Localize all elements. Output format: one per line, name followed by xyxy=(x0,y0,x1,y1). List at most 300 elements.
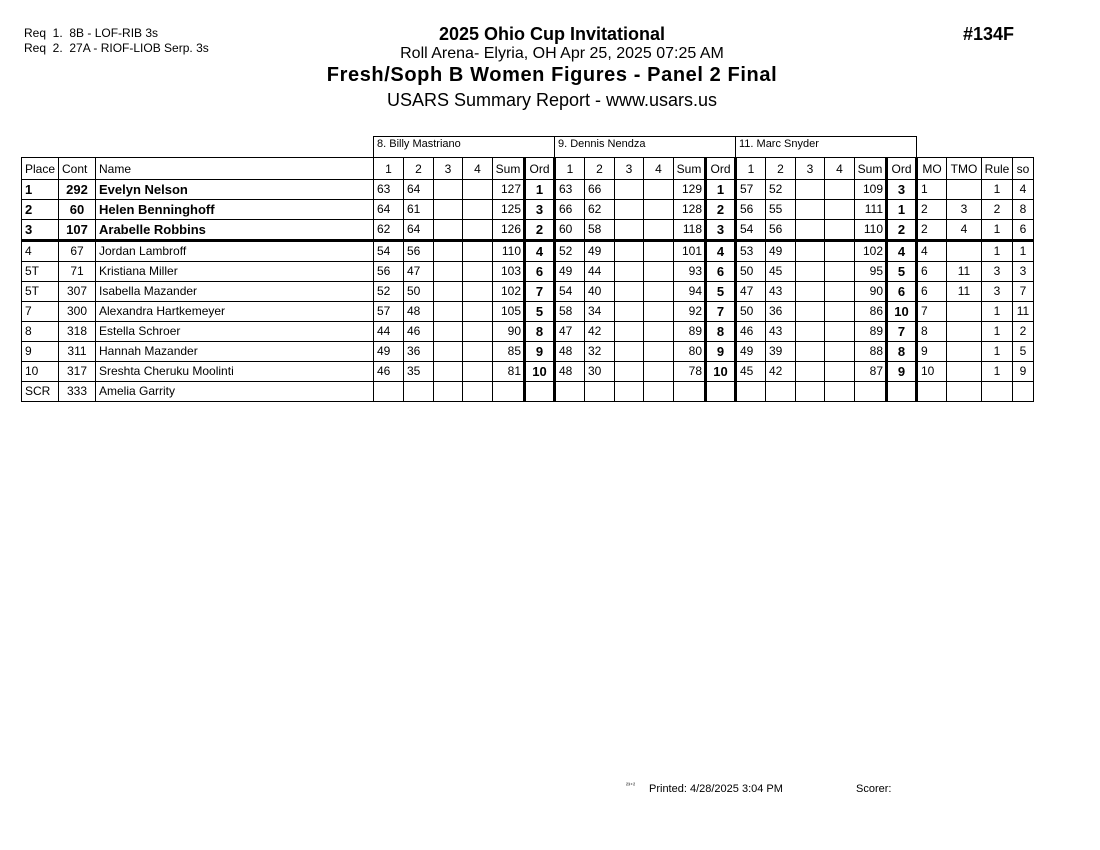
table-row xyxy=(22,262,1034,282)
cell-judge3-score1 xyxy=(736,382,766,402)
table-row xyxy=(22,241,1034,262)
col-mo: MO xyxy=(917,158,947,180)
cell-so xyxy=(1013,382,1034,402)
judge-2-name: 9. Dennis Nendza xyxy=(555,137,736,158)
cell-rule: 3 xyxy=(982,282,1013,302)
cell-rule: 3 xyxy=(982,262,1013,282)
cell-judge2-ord: 2 xyxy=(706,200,736,220)
col-so: so xyxy=(1013,158,1034,180)
cell-judge3-ord: 1 xyxy=(887,200,917,220)
cell-tmo xyxy=(947,382,982,402)
cell-judge1-score2: 64 xyxy=(404,180,434,200)
cell-so: 1 xyxy=(1013,241,1034,262)
event-title: Fresh/Soph B Women Figures - Panel 2 Final xyxy=(326,64,778,86)
cell-judge1-score4 xyxy=(463,220,493,241)
cell-mo: 2 xyxy=(917,200,947,220)
cell-judge2-sum: 93 xyxy=(674,262,706,282)
cell-judge1-score2: 36 xyxy=(404,342,434,362)
cell-name: Evelyn Nelson xyxy=(96,180,374,200)
cell-judge2-score2: 32 xyxy=(585,342,615,362)
cell-judge2-ord: 9 xyxy=(706,342,736,362)
cell-cont: 67 xyxy=(59,241,96,262)
cell-so: 3 xyxy=(1013,262,1034,282)
report-title: USARS Summary Report - www.usars.us xyxy=(386,90,718,110)
cell-judge2-score4 xyxy=(644,241,674,262)
judge-spacer xyxy=(22,137,374,158)
cell-judge3-sum: 90 xyxy=(855,282,887,302)
cell-judge1-sum: 81 xyxy=(493,362,525,382)
col-judge2-sum: Sum xyxy=(674,158,706,180)
cell-judge2-score4 xyxy=(644,282,674,302)
cell-so: 6 xyxy=(1013,220,1034,241)
cell-judge1-score4 xyxy=(463,282,493,302)
requirement-2: Req 2. 27A - RIOF-LIOB Serp. 3s xyxy=(24,41,209,55)
cell-judge1-ord: 3 xyxy=(525,200,555,220)
cell-judge1-score1: 62 xyxy=(374,220,404,241)
cell-judge1-ord: 7 xyxy=(525,282,555,302)
cell-judge1-sum: 127 xyxy=(493,180,525,200)
cell-judge1-score3 xyxy=(434,382,463,402)
cell-judge1-score4 xyxy=(463,322,493,342)
cell-judge1-score2: 35 xyxy=(404,362,434,382)
col-judge3-j4: 4 xyxy=(825,158,855,180)
cell-judge2-score4 xyxy=(644,382,674,402)
cell-judge2-sum xyxy=(674,382,706,402)
cell-judge2-sum: 129 xyxy=(674,180,706,200)
col-judge2-j1: 1 xyxy=(555,158,585,180)
cell-judge2-score2: 30 xyxy=(585,362,615,382)
cell-judge1-score4 xyxy=(463,180,493,200)
cell-judge1-score4 xyxy=(463,241,493,262)
cell-judge1-score3 xyxy=(434,322,463,342)
cell-judge2-ord: 7 xyxy=(706,302,736,322)
cell-judge1-score2: 46 xyxy=(404,322,434,342)
cell-judge3-sum: 87 xyxy=(855,362,887,382)
cell-judge1-ord: 5 xyxy=(525,302,555,322)
cell-judge3-sum: 102 xyxy=(855,241,887,262)
cell-judge3-ord: 9 xyxy=(887,362,917,382)
cell-so: 9 xyxy=(1013,362,1034,382)
cell-judge3-score4 xyxy=(825,382,855,402)
cell-rule xyxy=(982,382,1013,402)
event-number: #134F xyxy=(963,24,1015,44)
cell-judge2-ord: 4 xyxy=(706,241,736,262)
cell-judge1-score2: 61 xyxy=(404,200,434,220)
cell-judge3-score1: 57 xyxy=(736,180,766,200)
cell-judge1-score1: 54 xyxy=(374,241,404,262)
cell-judge3-ord: 10 xyxy=(887,302,917,322)
cell-judge2-score3 xyxy=(615,200,644,220)
cell-judge2-sum: 80 xyxy=(674,342,706,362)
cell-judge2-score3 xyxy=(615,302,644,322)
cell-judge3-score2 xyxy=(766,382,796,402)
cell-judge1-ord: 8 xyxy=(525,322,555,342)
cell-mo: 6 xyxy=(917,282,947,302)
cell-mo xyxy=(917,382,947,402)
cell-judge2-sum: 101 xyxy=(674,241,706,262)
cell-judge2-score2: 58 xyxy=(585,220,615,241)
cell-judge1-ord: 2 xyxy=(525,220,555,241)
cell-judge3-ord xyxy=(887,382,917,402)
cell-judge2-score1: 66 xyxy=(555,200,585,220)
cell-mo: 7 xyxy=(917,302,947,322)
cell-judge1-score4 xyxy=(463,200,493,220)
cell-cont: 71 xyxy=(59,262,96,282)
cell-judge3-sum: 89 xyxy=(855,322,887,342)
cell-judge1-score3 xyxy=(434,342,463,362)
cell-judge2-score4 xyxy=(644,342,674,362)
cell-judge2-ord: 6 xyxy=(706,262,736,282)
cell-judge1-ord: 1 xyxy=(525,180,555,200)
cell-rule: 1 xyxy=(982,220,1013,241)
cell-judge2-score1 xyxy=(555,382,585,402)
cell-place: SCR xyxy=(22,382,59,402)
cell-judge3-sum: 88 xyxy=(855,342,887,362)
cell-judge2-score4 xyxy=(644,220,674,241)
cell-so: 2 xyxy=(1013,322,1034,342)
cell-place: 1 xyxy=(22,180,59,200)
cell-judge2-score3 xyxy=(615,342,644,362)
cell-mo: 2 xyxy=(917,220,947,241)
cell-mo: 8 xyxy=(917,322,947,342)
cell-mo: 1 xyxy=(917,180,947,200)
venue-datetime: Roll Arena- Elyria, OH Apr 25, 2025 07:25 AM xyxy=(400,45,724,62)
cell-judge3-score2: 55 xyxy=(766,200,796,220)
cell-place: 5T xyxy=(22,282,59,302)
cell-rule: 1 xyxy=(982,342,1013,362)
cell-judge2-score1: 49 xyxy=(555,262,585,282)
cell-judge2-sum: 128 xyxy=(674,200,706,220)
cell-judge3-score1: 45 xyxy=(736,362,766,382)
cell-place: 2 xyxy=(22,200,59,220)
cell-cont: 107 xyxy=(59,220,96,241)
cell-judge1-sum xyxy=(493,382,525,402)
cell-judge3-score3 xyxy=(796,200,825,220)
cell-judge3-score2: 43 xyxy=(766,282,796,302)
cell-judge3-ord: 3 xyxy=(887,180,917,200)
cell-judge3-score3 xyxy=(796,342,825,362)
cell-judge2-sum: 118 xyxy=(674,220,706,241)
cell-judge2-sum: 78 xyxy=(674,362,706,382)
scorer-label: Scorer: xyxy=(856,783,892,795)
cell-judge2-score2: 49 xyxy=(585,241,615,262)
cell-so: 4 xyxy=(1013,180,1034,200)
cell-judge1-score3 xyxy=(434,302,463,322)
cell-judge1-score4 xyxy=(463,362,493,382)
cell-judge1-ord: 6 xyxy=(525,262,555,282)
cell-mo: 10 xyxy=(917,362,947,382)
cell-judge3-sum: 86 xyxy=(855,302,887,322)
table-row xyxy=(22,220,1034,241)
cell-name: Kristiana Miller xyxy=(96,262,374,282)
cell-judge1-score2: 47 xyxy=(404,262,434,282)
judge-3-name: 11. Marc Snyder xyxy=(736,137,917,158)
cell-judge1-score1: 44 xyxy=(374,322,404,342)
table-row xyxy=(22,382,1034,402)
cell-cont: 311 xyxy=(59,342,96,362)
cell-judge1-score3 xyxy=(434,362,463,382)
col-judge2-j4: 4 xyxy=(644,158,674,180)
cell-judge3-score1: 50 xyxy=(736,302,766,322)
col-judge3-j2: 2 xyxy=(766,158,796,180)
cell-cont: 333 xyxy=(59,382,96,402)
cell-judge3-score2: 45 xyxy=(766,262,796,282)
cell-tmo xyxy=(947,241,982,262)
cell-judge2-sum: 89 xyxy=(674,322,706,342)
cell-rule: 1 xyxy=(982,180,1013,200)
cell-judge1-score2: 64 xyxy=(404,220,434,241)
cell-judge3-score4 xyxy=(825,362,855,382)
cell-judge2-score2: 34 xyxy=(585,302,615,322)
cell-judge1-score3 xyxy=(434,262,463,282)
cell-judge3-score1: 53 xyxy=(736,241,766,262)
col-judge1-j3: 3 xyxy=(434,158,463,180)
cell-judge2-score3 xyxy=(615,382,644,402)
cell-judge1-sum: 103 xyxy=(493,262,525,282)
cell-judge3-score1: 56 xyxy=(736,200,766,220)
cell-name: Isabella Mazander xyxy=(96,282,374,302)
cell-judge2-ord: 3 xyxy=(706,220,736,241)
cell-mo: 6 xyxy=(917,262,947,282)
cell-tmo: 3 xyxy=(947,200,982,220)
cell-judge2-score1: 52 xyxy=(555,241,585,262)
cell-judge1-score1 xyxy=(374,382,404,402)
results-table xyxy=(21,136,1034,402)
col-tmo: TMO xyxy=(947,158,982,180)
cell-so: 8 xyxy=(1013,200,1034,220)
cell-name: Arabelle Robbins xyxy=(96,220,374,241)
cell-judge1-score1: 63 xyxy=(374,180,404,200)
cell-judge1-sum: 85 xyxy=(493,342,525,362)
cell-name: Sreshta Cheruku Moolinti xyxy=(96,362,374,382)
col-judge1-sum: Sum xyxy=(493,158,525,180)
cell-name: Hannah Mazander xyxy=(96,342,374,362)
cell-place: 4 xyxy=(22,241,59,262)
cell-cont: 317 xyxy=(59,362,96,382)
cell-judge2-score4 xyxy=(644,180,674,200)
cell-tmo xyxy=(947,342,982,362)
cell-so: 5 xyxy=(1013,342,1034,362)
cell-judge2-score3 xyxy=(615,241,644,262)
cell-judge1-score2 xyxy=(404,382,434,402)
col-place: Place xyxy=(22,158,59,180)
cell-judge2-score2: 44 xyxy=(585,262,615,282)
col-name: Name xyxy=(96,158,374,180)
printed-timestamp: Printed: 4/28/2025 3:04 PM xyxy=(649,783,783,795)
cell-tmo xyxy=(947,180,982,200)
footer-code: ²³⁺² xyxy=(626,783,636,789)
cell-judge3-score2: 52 xyxy=(766,180,796,200)
cell-judge2-score3 xyxy=(615,262,644,282)
cell-judge3-ord: 5 xyxy=(887,262,917,282)
cell-judge1-sum: 110 xyxy=(493,241,525,262)
judge-spacer-right xyxy=(917,137,1034,158)
cell-place: 7 xyxy=(22,302,59,322)
cell-judge3-ord: 7 xyxy=(887,322,917,342)
cell-judge3-ord: 4 xyxy=(887,241,917,262)
cell-judge3-score4 xyxy=(825,302,855,322)
cell-judge2-score2: 42 xyxy=(585,322,615,342)
cell-judge1-score1: 46 xyxy=(374,362,404,382)
cell-judge1-score1: 64 xyxy=(374,200,404,220)
cell-tmo: 4 xyxy=(947,220,982,241)
col-judge3-j3: 3 xyxy=(796,158,825,180)
cell-judge2-score2 xyxy=(585,382,615,402)
cell-judge2-score4 xyxy=(644,302,674,322)
cell-judge3-score3 xyxy=(796,362,825,382)
cell-judge2-score1: 58 xyxy=(555,302,585,322)
cell-judge2-ord: 8 xyxy=(706,322,736,342)
cell-judge3-score3 xyxy=(796,302,825,322)
col-judge2-j3: 3 xyxy=(615,158,644,180)
cell-judge1-sum: 102 xyxy=(493,282,525,302)
cell-judge2-score3 xyxy=(615,180,644,200)
col-judge2-j2: 2 xyxy=(585,158,615,180)
cell-tmo xyxy=(947,302,982,322)
col-judge1-j2: 2 xyxy=(404,158,434,180)
cell-judge2-ord: 5 xyxy=(706,282,736,302)
cell-judge1-score1: 49 xyxy=(374,342,404,362)
cell-judge1-score4 xyxy=(463,262,493,282)
cell-cont: 318 xyxy=(59,322,96,342)
cell-judge2-score1: 63 xyxy=(555,180,585,200)
cell-place: 10 xyxy=(22,362,59,382)
cell-judge3-ord: 6 xyxy=(887,282,917,302)
col-rule: Rule xyxy=(982,158,1013,180)
cell-judge2-score1: 48 xyxy=(555,342,585,362)
cell-judge3-score4 xyxy=(825,282,855,302)
cell-judge2-score3 xyxy=(615,322,644,342)
cell-judge1-ord: 4 xyxy=(525,241,555,262)
cell-judge2-score1: 48 xyxy=(555,362,585,382)
cell-judge1-score1: 56 xyxy=(374,262,404,282)
cell-judge2-sum: 92 xyxy=(674,302,706,322)
col-judge1-j1: 1 xyxy=(374,158,404,180)
cell-judge3-sum: 110 xyxy=(855,220,887,241)
requirement-1: Req 1. 8B - LOF-RIB 3s xyxy=(24,26,159,40)
cell-tmo: 11 xyxy=(947,262,982,282)
cell-judge1-score4 xyxy=(463,382,493,402)
cell-judge3-score4 xyxy=(825,180,855,200)
cell-judge1-sum: 90 xyxy=(493,322,525,342)
cell-judge3-score4 xyxy=(825,200,855,220)
cell-tmo: 11 xyxy=(947,282,982,302)
judge-1-name: 8. Billy Mastriano xyxy=(374,137,555,158)
cell-place: 5T xyxy=(22,262,59,282)
cell-judge1-ord xyxy=(525,382,555,402)
col-judge1-j4: 4 xyxy=(463,158,493,180)
cell-judge2-score4 xyxy=(644,362,674,382)
cell-judge3-score3 xyxy=(796,241,825,262)
cell-judge1-score1: 57 xyxy=(374,302,404,322)
cell-judge3-sum: 111 xyxy=(855,200,887,220)
cell-cont: 292 xyxy=(59,180,96,200)
cell-judge3-sum xyxy=(855,382,887,402)
cell-judge3-ord: 8 xyxy=(887,342,917,362)
cell-judge1-score3 xyxy=(434,200,463,220)
cell-cont: 300 xyxy=(59,302,96,322)
cell-judge1-score3 xyxy=(434,180,463,200)
col-cont: Cont xyxy=(59,158,96,180)
cell-judge2-score2: 62 xyxy=(585,200,615,220)
cell-judge3-score4 xyxy=(825,262,855,282)
cell-judge3-score1: 47 xyxy=(736,282,766,302)
cell-judge3-score4 xyxy=(825,322,855,342)
cell-judge2-score4 xyxy=(644,322,674,342)
cell-tmo xyxy=(947,362,982,382)
cell-judge1-sum: 105 xyxy=(493,302,525,322)
cell-rule: 1 xyxy=(982,322,1013,342)
cell-so: 7 xyxy=(1013,282,1034,302)
cell-judge3-score2: 39 xyxy=(766,342,796,362)
col-judge3-ord: Ord xyxy=(887,158,917,180)
cell-cont: 307 xyxy=(59,282,96,302)
cell-judge2-score4 xyxy=(644,200,674,220)
col-judge3-j1: 1 xyxy=(736,158,766,180)
cell-judge3-sum: 109 xyxy=(855,180,887,200)
cell-place: 9 xyxy=(22,342,59,362)
cell-rule: 1 xyxy=(982,241,1013,262)
cell-judge3-score2: 56 xyxy=(766,220,796,241)
cell-judge3-score4 xyxy=(825,342,855,362)
cell-judge1-score3 xyxy=(434,282,463,302)
cell-judge3-score2: 42 xyxy=(766,362,796,382)
cell-judge1-score3 xyxy=(434,220,463,241)
cell-judge3-score1: 54 xyxy=(736,220,766,241)
cell-judge2-score1: 60 xyxy=(555,220,585,241)
cell-judge3-score3 xyxy=(796,282,825,302)
table-row xyxy=(22,342,1034,362)
cell-judge3-score2: 49 xyxy=(766,241,796,262)
cell-judge2-sum: 94 xyxy=(674,282,706,302)
cell-name: Estella Schroer xyxy=(96,322,374,342)
cell-judge1-sum: 125 xyxy=(493,200,525,220)
cell-judge2-score3 xyxy=(615,282,644,302)
cell-judge3-score4 xyxy=(825,220,855,241)
cell-judge2-score4 xyxy=(644,262,674,282)
cell-rule: 1 xyxy=(982,302,1013,322)
table-row xyxy=(22,362,1034,382)
table-row xyxy=(22,200,1034,220)
cell-judge3-score3 xyxy=(796,262,825,282)
col-judge1-ord: Ord xyxy=(525,158,555,180)
cell-judge3-score2: 43 xyxy=(766,322,796,342)
cell-judge1-ord: 9 xyxy=(525,342,555,362)
cell-judge3-score1: 49 xyxy=(736,342,766,362)
cell-name: Helen Benninghoff xyxy=(96,200,374,220)
cell-judge1-sum: 126 xyxy=(493,220,525,241)
cell-judge1-score3 xyxy=(434,241,463,262)
table-row xyxy=(22,180,1034,200)
cell-judge1-score2: 56 xyxy=(404,241,434,262)
cell-judge2-score1: 47 xyxy=(555,322,585,342)
cell-rule: 1 xyxy=(982,362,1013,382)
cell-judge2-score1: 54 xyxy=(555,282,585,302)
cell-place: 3 xyxy=(22,220,59,241)
cell-so: 11 xyxy=(1013,302,1034,322)
col-judge2-ord: Ord xyxy=(706,158,736,180)
cell-judge2-score2: 40 xyxy=(585,282,615,302)
competition-title: 2025 Ohio Cup Invitational xyxy=(438,24,666,44)
cell-name: Amelia Garrity xyxy=(96,382,374,402)
cell-judge2-ord: 10 xyxy=(706,362,736,382)
cell-judge3-sum: 95 xyxy=(855,262,887,282)
cell-judge1-score2: 48 xyxy=(404,302,434,322)
table-row xyxy=(22,282,1034,302)
col-judge3-sum: Sum xyxy=(855,158,887,180)
cell-name: Alexandra Hartkemeyer xyxy=(96,302,374,322)
cell-judge3-score3 xyxy=(796,322,825,342)
